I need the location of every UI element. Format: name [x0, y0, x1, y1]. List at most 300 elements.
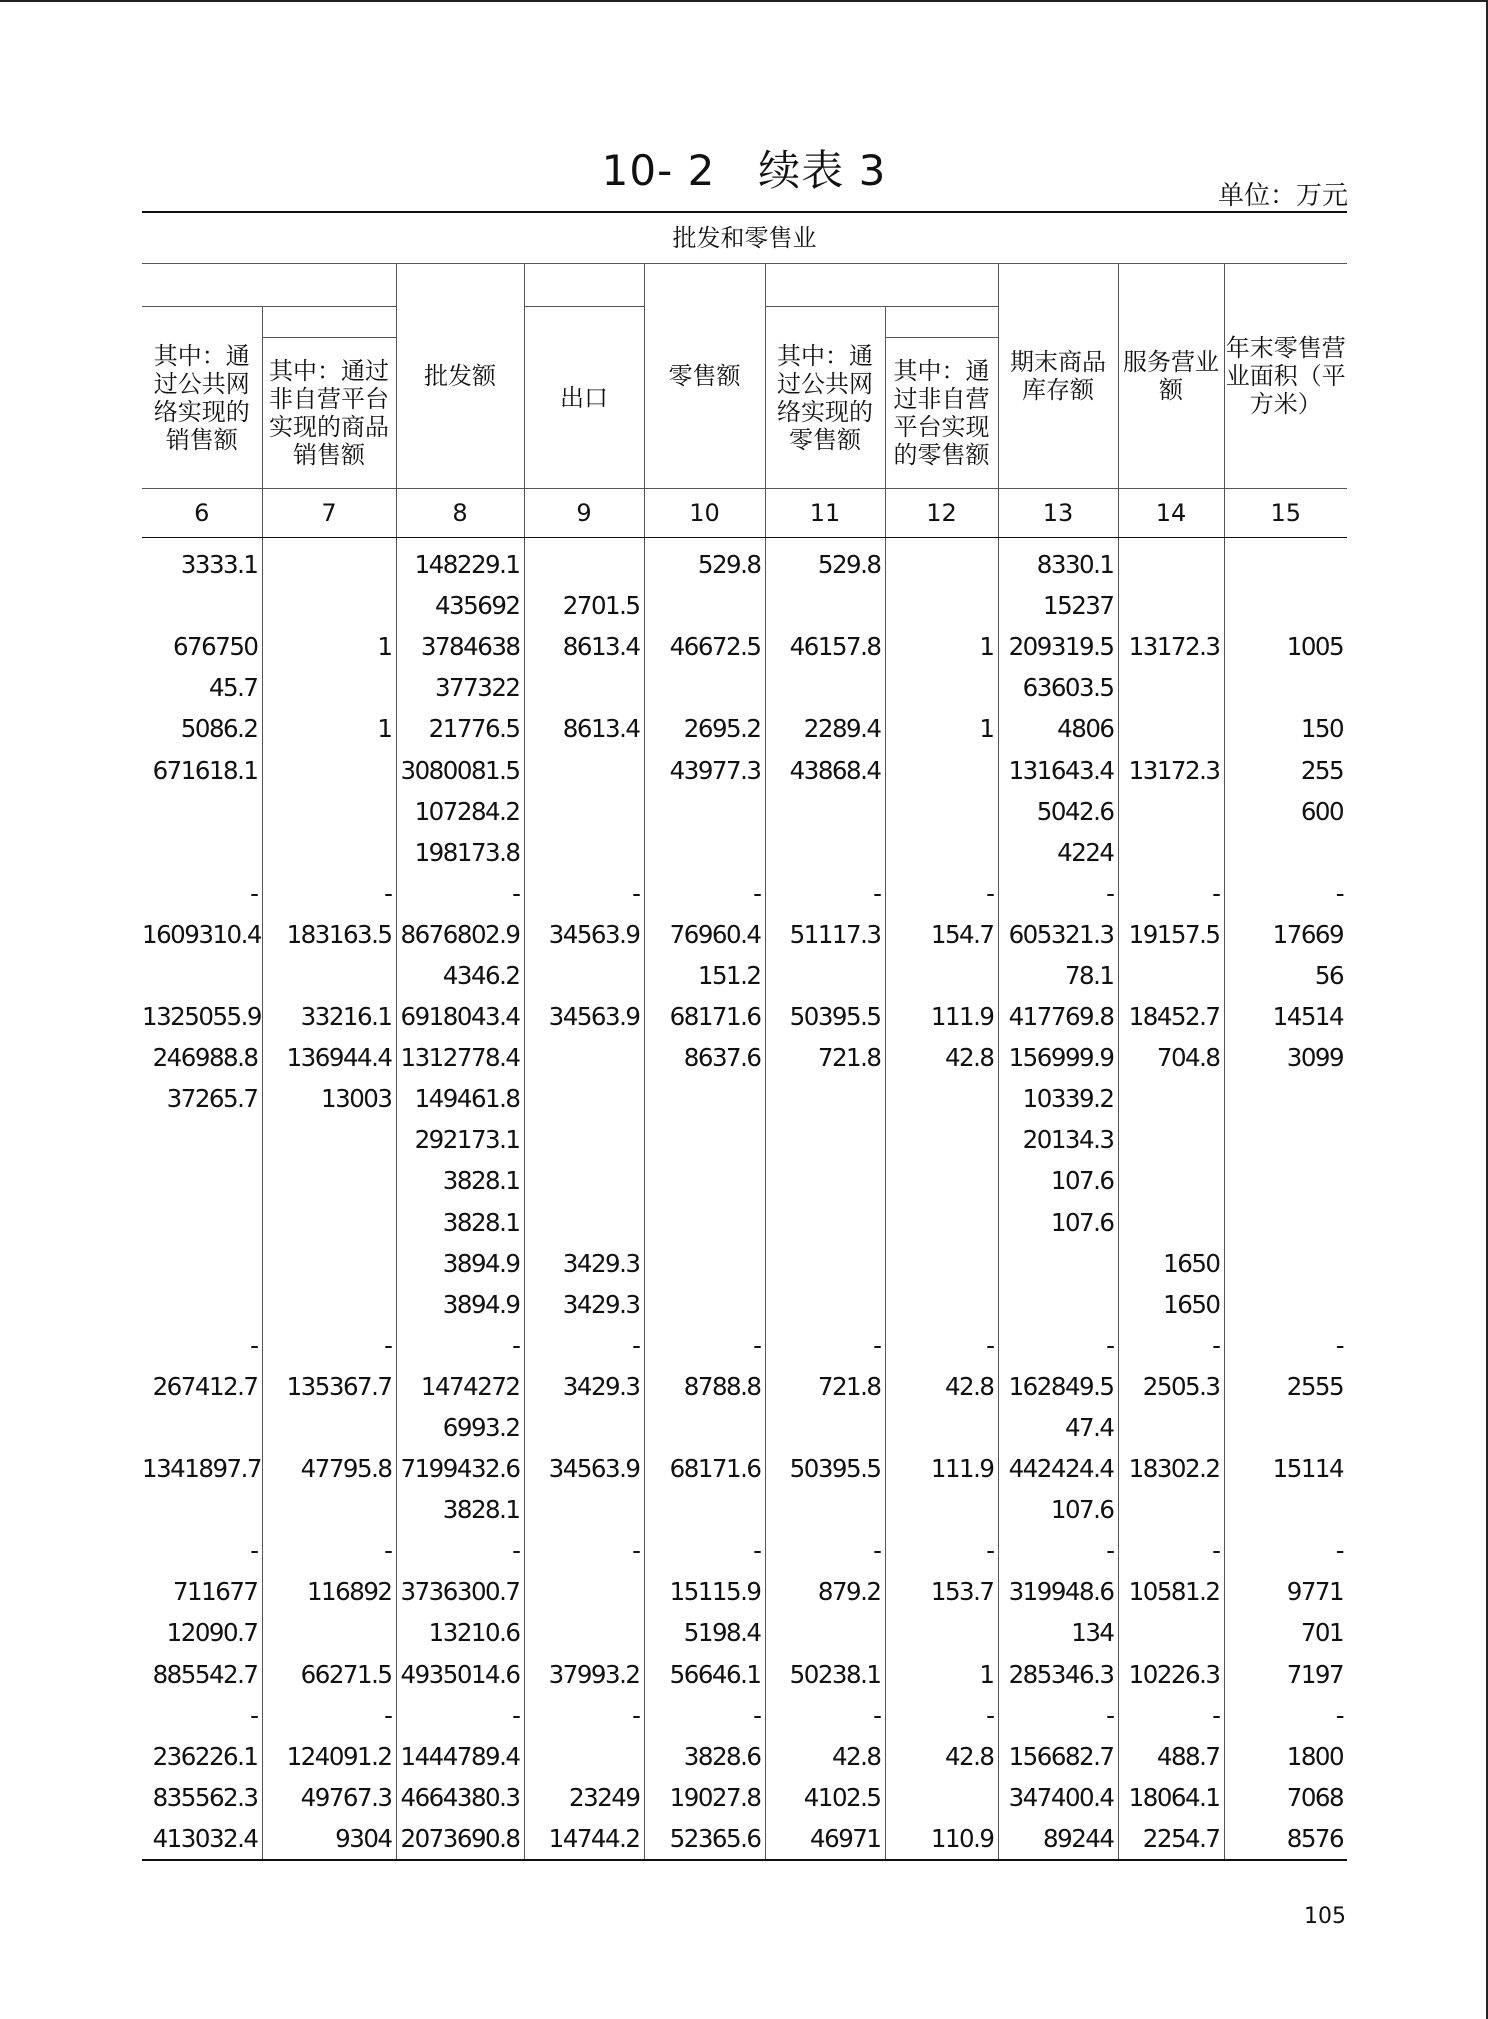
table-row — [142, 1654, 1347, 1695]
table-cell: 7197 — [1224, 1654, 1347, 1695]
table-cell: 107284.2 — [396, 791, 524, 832]
table-cell — [644, 1202, 765, 1243]
table-cell: 19157.5 — [1118, 914, 1224, 955]
table-cell: 3429.3 — [524, 1243, 644, 1284]
table-cell: 107.6 — [998, 1202, 1118, 1243]
table-cell — [885, 667, 998, 708]
table-cell: 46971 — [765, 1818, 885, 1860]
table-row — [142, 1160, 1347, 1201]
table-cell: 3828.1 — [396, 1160, 524, 1201]
table-cell: 10581.2 — [1118, 1571, 1224, 1612]
table-cell: 7199432.6 — [396, 1448, 524, 1489]
table-cell — [524, 1407, 644, 1448]
table-cell — [262, 667, 396, 708]
column-number: 10 — [644, 489, 765, 538]
table-cell: 46157.8 — [765, 626, 885, 667]
table-cell — [1118, 791, 1224, 832]
table-cell: 134 — [998, 1612, 1118, 1653]
table-cell — [524, 538, 644, 586]
column-number-row — [142, 489, 1347, 538]
table-cell: 50395.5 — [765, 1448, 885, 1489]
column-header-6: 其中：通过公共网络实现的销售额 — [142, 307, 262, 489]
table-cell: 3828.1 — [396, 1489, 524, 1530]
table-cell: - — [524, 1530, 644, 1571]
table-cell: 1 — [885, 626, 998, 667]
table-cell: 6993.2 — [396, 1407, 524, 1448]
table-cell — [524, 791, 644, 832]
table-cell: 1341897.7 — [142, 1448, 262, 1489]
table-cell: 292173.1 — [396, 1119, 524, 1160]
table-cell: 33216.1 — [262, 996, 396, 1037]
table-cell: 66271.5 — [262, 1654, 396, 1695]
table-cell: 13210.6 — [396, 1612, 524, 1653]
table-cell: 4346.2 — [396, 955, 524, 996]
table-cell: 131643.4 — [998, 749, 1118, 790]
column-header-14: 服务营业额 — [1118, 264, 1224, 489]
table-cell: 711677 — [142, 1571, 262, 1612]
table-cell: 5086.2 — [142, 708, 262, 749]
table-cell: - — [644, 1695, 765, 1736]
table-cell: 267412.7 — [142, 1366, 262, 1407]
table-cell — [262, 791, 396, 832]
table-cell — [142, 1243, 262, 1284]
table-cell — [262, 1489, 396, 1530]
table-cell: 15237 — [998, 585, 1118, 626]
table-cell: 151.2 — [644, 955, 765, 996]
header-spacer — [142, 264, 396, 307]
column-number: 9 — [524, 489, 644, 538]
table-cell: - — [1118, 1695, 1224, 1736]
table-cell: 7068 — [1224, 1777, 1347, 1818]
table-cell — [644, 832, 765, 873]
table-cell — [1224, 1489, 1347, 1530]
table-cell: 5198.4 — [644, 1612, 765, 1653]
table-cell: 56646.1 — [644, 1654, 765, 1695]
table-cell: - — [1118, 873, 1224, 914]
table-cell — [524, 1160, 644, 1201]
table-cell — [524, 667, 644, 708]
table-row — [142, 1695, 1347, 1736]
column-number: 13 — [998, 489, 1118, 538]
table-cell: 52365.6 — [644, 1818, 765, 1860]
table-cell — [998, 1243, 1118, 1284]
table-cell — [1224, 1284, 1347, 1325]
table-row — [142, 1119, 1347, 1160]
table-row — [142, 1777, 1347, 1818]
table-cell: 8676802.9 — [396, 914, 524, 955]
table-cell: 153.7 — [885, 1571, 998, 1612]
column-header-13: 期末商品库存额 — [998, 264, 1118, 489]
table-cell — [1118, 1407, 1224, 1448]
table-cell: 721.8 — [765, 1366, 885, 1407]
table-row — [142, 791, 1347, 832]
table-cell: 37265.7 — [142, 1078, 262, 1119]
table-cell — [644, 585, 765, 626]
table-cell: 2555 — [1224, 1366, 1347, 1407]
table-cell: 68171.6 — [644, 1448, 765, 1489]
column-number: 15 — [1224, 489, 1347, 538]
table-cell: 15114 — [1224, 1448, 1347, 1489]
table-cell — [524, 1571, 644, 1612]
table-cell: - — [1224, 1530, 1347, 1571]
table-cell: 149461.8 — [396, 1078, 524, 1119]
column-header-9: 出口 — [524, 307, 644, 489]
table-cell: 285346.3 — [998, 1654, 1118, 1695]
table-cell: 4102.5 — [765, 1777, 885, 1818]
table-cell: 1325055.9 — [142, 996, 262, 1037]
table-cell — [885, 538, 998, 586]
table-cell: 442424.4 — [998, 1448, 1118, 1489]
table-cell: - — [142, 873, 262, 914]
table-cell — [262, 1612, 396, 1653]
table-cell: - — [885, 873, 998, 914]
column-header-11: 其中：通过公共网络实现的零售额 — [765, 307, 885, 489]
table-row — [142, 667, 1347, 708]
table-row — [142, 1530, 1347, 1571]
table-cell — [524, 1078, 644, 1119]
column-number: 7 — [262, 489, 396, 538]
table-cell — [765, 955, 885, 996]
table-cell: 488.7 — [1118, 1736, 1224, 1777]
table-cell — [524, 1489, 644, 1530]
table-cell: 110.9 — [885, 1818, 998, 1860]
table-cell — [765, 667, 885, 708]
table-cell: - — [524, 1325, 644, 1366]
table-row — [142, 1571, 1347, 1612]
table-cell — [1224, 832, 1347, 873]
table-cell: - — [142, 1325, 262, 1366]
table-cell — [885, 1243, 998, 1284]
table-cell: 107.6 — [998, 1489, 1118, 1530]
table-cell: 1 — [885, 1654, 998, 1695]
table-row — [142, 1202, 1347, 1243]
table-cell: 529.8 — [765, 538, 885, 586]
table-cell: 42.8 — [885, 1366, 998, 1407]
table-cell — [644, 1407, 765, 1448]
table-cell: - — [998, 1325, 1118, 1366]
table-row — [142, 1489, 1347, 1530]
table-cell — [885, 1119, 998, 1160]
table-cell: 78.1 — [998, 955, 1118, 996]
table-cell — [644, 1160, 765, 1201]
table-cell: - — [885, 1695, 998, 1736]
table-cell — [765, 832, 885, 873]
table-header — [142, 212, 1347, 538]
table-cell — [885, 1202, 998, 1243]
table-cell — [524, 1736, 644, 1777]
table-cell: 14744.2 — [524, 1818, 644, 1860]
table-cell: 2254.7 — [1118, 1818, 1224, 1860]
table-cell: 13172.3 — [1118, 626, 1224, 667]
column-header-15: 年末零售营业面积（平方米） — [1224, 264, 1347, 489]
table-cell: 2701.5 — [524, 585, 644, 626]
table-cell: 42.8 — [885, 1037, 998, 1078]
table-cell: 1650 — [1118, 1243, 1224, 1284]
table-cell: - — [1118, 1530, 1224, 1571]
table-cell — [142, 832, 262, 873]
table-cell: 46672.5 — [644, 626, 765, 667]
unit-label: 单位：万元 — [1217, 181, 1348, 211]
table-cell — [1224, 1243, 1347, 1284]
table-row — [142, 1366, 1347, 1407]
table-cell — [765, 1160, 885, 1201]
table-row — [142, 1325, 1347, 1366]
page-number: 105 — [1304, 1904, 1346, 1929]
table-cell: 255 — [1224, 749, 1347, 790]
table-cell: - — [142, 1695, 262, 1736]
table-cell — [885, 1612, 998, 1653]
table-cell: 3429.3 — [524, 1366, 644, 1407]
table-cell: 3828.6 — [644, 1736, 765, 1777]
table-cell: - — [885, 1530, 998, 1571]
table-cell — [885, 1777, 998, 1818]
table-cell — [765, 1078, 885, 1119]
table-cell: - — [1224, 1325, 1347, 1366]
table-cell: 435692 — [396, 585, 524, 626]
table-cell — [1224, 538, 1347, 586]
table-cell: 347400.4 — [998, 1777, 1118, 1818]
table-cell — [1224, 667, 1347, 708]
table-cell: 413032.4 — [142, 1818, 262, 1860]
table-row — [142, 626, 1347, 667]
table-cell: 721.8 — [765, 1037, 885, 1078]
column-header-7: 其中：通过非自营平台实现的商品销售额 — [262, 338, 396, 489]
table-cell — [142, 791, 262, 832]
table-cell: 3828.1 — [396, 1202, 524, 1243]
table-row — [142, 1078, 1347, 1119]
table-cell — [524, 1119, 644, 1160]
table-cell: 4224 — [998, 832, 1118, 873]
table-cell: 76960.4 — [644, 914, 765, 955]
table-cell: 1444789.4 — [396, 1736, 524, 1777]
column-header-10: 零售额 — [644, 264, 765, 489]
table-cell: 529.8 — [644, 538, 765, 586]
table-cell — [1224, 1160, 1347, 1201]
table-cell: 704.8 — [1118, 1037, 1224, 1078]
table-cell — [262, 1243, 396, 1284]
table-cell: - — [262, 1530, 396, 1571]
table-cell — [885, 1407, 998, 1448]
table-cell — [262, 1202, 396, 1243]
table-cell: 50238.1 — [765, 1654, 885, 1695]
table-cell — [644, 1243, 765, 1284]
table-cell: 4935014.6 — [396, 1654, 524, 1695]
table-cell: 63603.5 — [998, 667, 1118, 708]
table-cell: 148229.1 — [396, 538, 524, 586]
table-cell: - — [765, 873, 885, 914]
table-row — [142, 1243, 1347, 1284]
table-cell: 156682.7 — [998, 1736, 1118, 1777]
table-cell: 43977.3 — [644, 749, 765, 790]
table-cell — [765, 1284, 885, 1325]
table-row — [142, 873, 1347, 914]
table-cell — [142, 1284, 262, 1325]
table-cell: 10339.2 — [998, 1078, 1118, 1119]
table-cell: 107.6 — [998, 1160, 1118, 1201]
table-cell: 319948.6 — [998, 1571, 1118, 1612]
table-cell: 13003 — [262, 1078, 396, 1119]
table-cell — [885, 585, 998, 626]
table-cell: 1609310.4 — [142, 914, 262, 955]
table-cell — [262, 585, 396, 626]
table-body — [142, 538, 1347, 1861]
table-cell — [142, 1160, 262, 1201]
table-cell: 2073690.8 — [396, 1818, 524, 1860]
table-cell: 9771 — [1224, 1571, 1347, 1612]
table-row — [142, 538, 1347, 586]
table-cell — [644, 791, 765, 832]
table-cell: 17669 — [1224, 914, 1347, 955]
table-cell: - — [262, 1695, 396, 1736]
table-cell — [1118, 667, 1224, 708]
table-cell — [524, 1612, 644, 1653]
table-cell — [885, 955, 998, 996]
table-cell: - — [524, 1695, 644, 1736]
table-cell: 89244 — [998, 1818, 1118, 1860]
table-cell: 162849.5 — [998, 1366, 1118, 1407]
table-cell — [765, 1407, 885, 1448]
table-cell — [524, 1037, 644, 1078]
table-cell: 6918043.4 — [396, 996, 524, 1037]
table-cell: 42.8 — [885, 1736, 998, 1777]
table-cell — [1224, 1407, 1347, 1448]
table-row — [142, 1407, 1347, 1448]
table-cell: 56 — [1224, 955, 1347, 996]
table-cell — [885, 1078, 998, 1119]
table-cell: 18064.1 — [1118, 1777, 1224, 1818]
table-cell: 3894.9 — [396, 1284, 524, 1325]
column-number: 11 — [765, 489, 885, 538]
table-row — [142, 914, 1347, 955]
table-cell: 4664380.3 — [396, 1777, 524, 1818]
table-cell: 209319.5 — [998, 626, 1118, 667]
column-number: 8 — [396, 489, 524, 538]
table-cell: - — [396, 1530, 524, 1571]
table-cell: 14514 — [1224, 996, 1347, 1037]
table-cell: 198173.8 — [396, 832, 524, 873]
table-title: 10- 2 续表 3 — [601, 146, 887, 195]
table-cell: 13172.3 — [1118, 749, 1224, 790]
table-row — [142, 1448, 1347, 1489]
table-cell: 124091.2 — [262, 1736, 396, 1777]
table-cell: - — [262, 873, 396, 914]
table-row — [142, 996, 1347, 1037]
table-cell: 10226.3 — [1118, 1654, 1224, 1695]
table-cell: 2695.2 — [644, 708, 765, 749]
table-cell: 18452.7 — [1118, 996, 1224, 1037]
table-cell: 34563.9 — [524, 914, 644, 955]
table-cell: 3429.3 — [524, 1284, 644, 1325]
table-cell — [765, 1612, 885, 1653]
table-cell: 600 — [1224, 791, 1347, 832]
table-cell — [262, 749, 396, 790]
table-cell — [262, 955, 396, 996]
table-cell: - — [1224, 1695, 1347, 1736]
table-cell: 21776.5 — [396, 708, 524, 749]
table-cell — [1118, 585, 1224, 626]
column-number: 12 — [885, 489, 998, 538]
table-cell: 1800 — [1224, 1736, 1347, 1777]
table-cell: 111.9 — [885, 1448, 998, 1489]
table-cell: 377322 — [396, 667, 524, 708]
table-cell: - — [998, 1695, 1118, 1736]
page-top-border — [0, 0, 1488, 2]
table-cell: - — [396, 873, 524, 914]
table-cell — [142, 955, 262, 996]
table-cell: - — [1224, 873, 1347, 914]
table-cell: - — [998, 1530, 1118, 1571]
table-row — [142, 585, 1347, 626]
table-cell: - — [644, 873, 765, 914]
table-cell: 43868.4 — [765, 749, 885, 790]
statistics-table — [142, 211, 1347, 1861]
table-cell: 3080081.5 — [396, 749, 524, 790]
table-cell — [262, 1284, 396, 1325]
header-spacer — [765, 264, 998, 307]
table-cell — [142, 1489, 262, 1530]
header-spacer — [524, 264, 644, 307]
table-cell — [1118, 1078, 1224, 1119]
table-cell: 34563.9 — [524, 1448, 644, 1489]
column-header-8: 批发额 — [396, 264, 524, 489]
group-header: 批发和零售业 — [142, 212, 1347, 264]
table-cell: 1 — [262, 708, 396, 749]
table-cell — [262, 1119, 396, 1160]
table-cell — [644, 1078, 765, 1119]
table-cell: - — [765, 1695, 885, 1736]
table-cell — [885, 749, 998, 790]
table-cell — [1118, 708, 1224, 749]
table-cell: - — [524, 873, 644, 914]
table-cell: 701 — [1224, 1612, 1347, 1653]
table-cell: 1005 — [1224, 626, 1347, 667]
table-cell: 8613.4 — [524, 708, 644, 749]
table-cell: - — [262, 1325, 396, 1366]
header-spacer — [262, 307, 396, 338]
table-cell — [524, 1202, 644, 1243]
table-cell: 20134.3 — [998, 1119, 1118, 1160]
table-cell: - — [765, 1325, 885, 1366]
table-cell: 45.7 — [142, 667, 262, 708]
table-cell — [644, 667, 765, 708]
table-cell: 150 — [1224, 708, 1347, 749]
table-cell — [1224, 585, 1347, 626]
table-cell: 4806 — [998, 708, 1118, 749]
table-cell: - — [142, 1530, 262, 1571]
table-cell — [1118, 832, 1224, 873]
table-cell: 417769.8 — [998, 996, 1118, 1037]
table-cell: 835562.3 — [142, 1777, 262, 1818]
table-cell: 49767.3 — [262, 1777, 396, 1818]
table-row — [142, 749, 1347, 790]
table-cell: 8788.8 — [644, 1366, 765, 1407]
table-cell: - — [998, 873, 1118, 914]
table-cell — [1118, 1489, 1224, 1530]
table-cell — [524, 955, 644, 996]
table-row — [142, 1284, 1347, 1325]
table-cell: 18302.2 — [1118, 1448, 1224, 1489]
table-cell: 68171.6 — [644, 996, 765, 1037]
table-cell — [765, 1119, 885, 1160]
table-cell: - — [765, 1530, 885, 1571]
table-cell: 47795.8 — [262, 1448, 396, 1489]
table-cell: 3333.1 — [142, 538, 262, 586]
table-cell: 885542.7 — [142, 1654, 262, 1695]
header-spacer — [885, 307, 998, 338]
table-cell: 2505.3 — [1118, 1366, 1224, 1407]
table-cell: 42.8 — [765, 1736, 885, 1777]
table-cell — [1118, 538, 1224, 586]
